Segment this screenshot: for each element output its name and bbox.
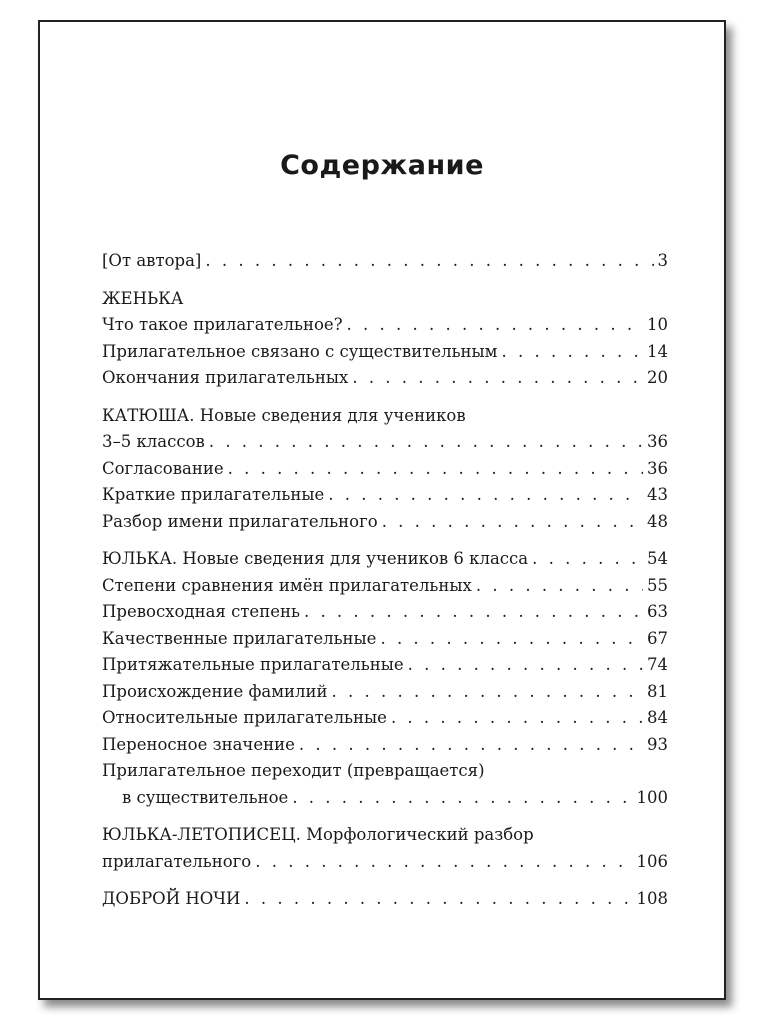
toc-section-katyusha — [102, 403, 668, 536]
toc-section-preface — [102, 248, 668, 275]
toc-entry-page: 48 — [647, 511, 668, 531]
dot-leader — [244, 886, 632, 913]
toc-entry[interactable] — [102, 339, 668, 366]
toc-entry-page: 3 — [657, 251, 668, 270]
dot-leader — [382, 509, 643, 536]
dot-leader — [347, 312, 643, 339]
toc-entry[interactable] — [102, 599, 668, 626]
toc-entry[interactable] — [102, 312, 668, 339]
toc-entry-label: Качественные прилагательные — [102, 628, 377, 648]
toc-entry-page: 54 — [647, 549, 668, 568]
toc-section-zhenka — [102, 286, 668, 392]
toc-entry-page: 43 — [647, 485, 668, 504]
toc-entry-label: прилагательного — [102, 851, 252, 871]
toc-entry[interactable] — [102, 732, 668, 759]
dot-leader — [380, 626, 643, 653]
toc-entry[interactable] — [102, 456, 668, 483]
dot-leader — [328, 482, 643, 509]
toc-entry-page: 74 — [647, 655, 668, 674]
toc-entry-label: в существительное — [122, 787, 289, 807]
toc-entry-label: Происхождение фамилий — [102, 681, 328, 701]
toc-entry[interactable] — [102, 429, 668, 456]
toc-entry-page: 100 — [636, 787, 668, 807]
toc-section-good-night — [102, 886, 668, 913]
toc-section-yulka-letopisets — [102, 822, 668, 875]
toc-entry-label: Прилагательное связано с существительным — [102, 341, 498, 361]
toc-entry-page: 10 — [647, 315, 668, 334]
dot-leader — [205, 248, 653, 275]
dot-leader — [299, 732, 643, 759]
toc-entry-page: 14 — [647, 341, 668, 361]
toc-entry[interactable] — [102, 705, 668, 732]
toc-entry-page: 63 — [647, 602, 668, 621]
toc-entry[interactable] — [102, 546, 668, 573]
dot-leader — [332, 679, 643, 706]
book-page — [38, 20, 726, 1000]
toc-entry[interactable] — [102, 886, 668, 913]
dot-leader — [292, 785, 632, 812]
toc-entry[interactable] — [102, 509, 668, 536]
toc-entry-page: 36 — [647, 432, 668, 451]
dot-leader — [304, 599, 643, 626]
toc-entry-label: Краткие прилагательные — [102, 485, 325, 504]
toc-entry-label: Степени сравнения имён прилагательных — [102, 575, 472, 595]
toc-entry-label: Превосходная степень — [102, 602, 300, 621]
dot-leader — [532, 546, 643, 573]
toc-entry-wrapped-line: Прилагательное переходит (превращается) — [102, 761, 485, 780]
toc-entry-label: ДОБРОЙ НОЧИ — [102, 889, 241, 908]
dot-leader — [408, 652, 643, 679]
toc-entry-page: 93 — [647, 734, 668, 754]
toc-entry[interactable] — [102, 785, 668, 812]
toc-entry-label: Что такое прилагательное? — [102, 315, 343, 334]
toc-entry-label: [От автора] — [102, 251, 202, 270]
toc-entry-page: 67 — [647, 628, 668, 648]
toc-entry[interactable] — [102, 365, 668, 392]
toc-entry-label: Согласование — [102, 458, 224, 478]
dot-leader — [228, 456, 643, 483]
toc-entry-label: ЮЛЬКА. Новые сведения для учеников 6 класса — [102, 549, 529, 568]
toc-entry[interactable] — [102, 849, 668, 876]
toc-entry-label: Разбор имени прилагательного — [102, 511, 378, 531]
toc-entry[interactable] — [102, 482, 668, 509]
toc-entry-page: 36 — [647, 458, 668, 478]
dot-leader — [391, 705, 643, 732]
toc-entry-label: Окончания прилагательных — [102, 368, 349, 387]
dot-leader — [352, 365, 643, 392]
toc-entry[interactable] — [102, 626, 668, 653]
toc-entry-page: 81 — [647, 681, 668, 701]
toc-entry[interactable] — [102, 679, 668, 706]
toc-entry[interactable] — [102, 573, 668, 600]
dot-leader — [476, 573, 643, 600]
dot-leader — [255, 849, 632, 876]
toc-section-heading: КАТЮША. Новые сведения для учеников — [102, 405, 466, 425]
toc-entry-page: 84 — [647, 708, 668, 727]
toc-section-heading: ЖЕНЬКА — [102, 288, 184, 308]
toc-entry-label: 3–5 классов — [102, 432, 205, 451]
dot-leader — [502, 339, 643, 366]
toc-entry-page: 20 — [647, 368, 668, 387]
toc-entry-page: 55 — [647, 575, 668, 595]
toc-entry[interactable] — [102, 248, 668, 275]
table-of-contents — [102, 248, 668, 924]
page-title: Содержание — [280, 150, 484, 181]
dot-leader — [209, 429, 643, 456]
toc-entry-label: Переносное значение — [102, 734, 295, 754]
toc-entry-label: Относительные прилагательные — [102, 708, 387, 727]
toc-entry-page: 106 — [636, 851, 668, 871]
toc-entry-label: Притяжательные прилагательные — [102, 655, 404, 674]
toc-section-yulka — [102, 546, 668, 811]
toc-entry-page: 108 — [636, 889, 668, 908]
toc-section-heading: ЮЛЬКА-ЛЕТОПИСЕЦ. Морфологический разбор — [102, 825, 534, 844]
toc-entry[interactable] — [102, 652, 668, 679]
